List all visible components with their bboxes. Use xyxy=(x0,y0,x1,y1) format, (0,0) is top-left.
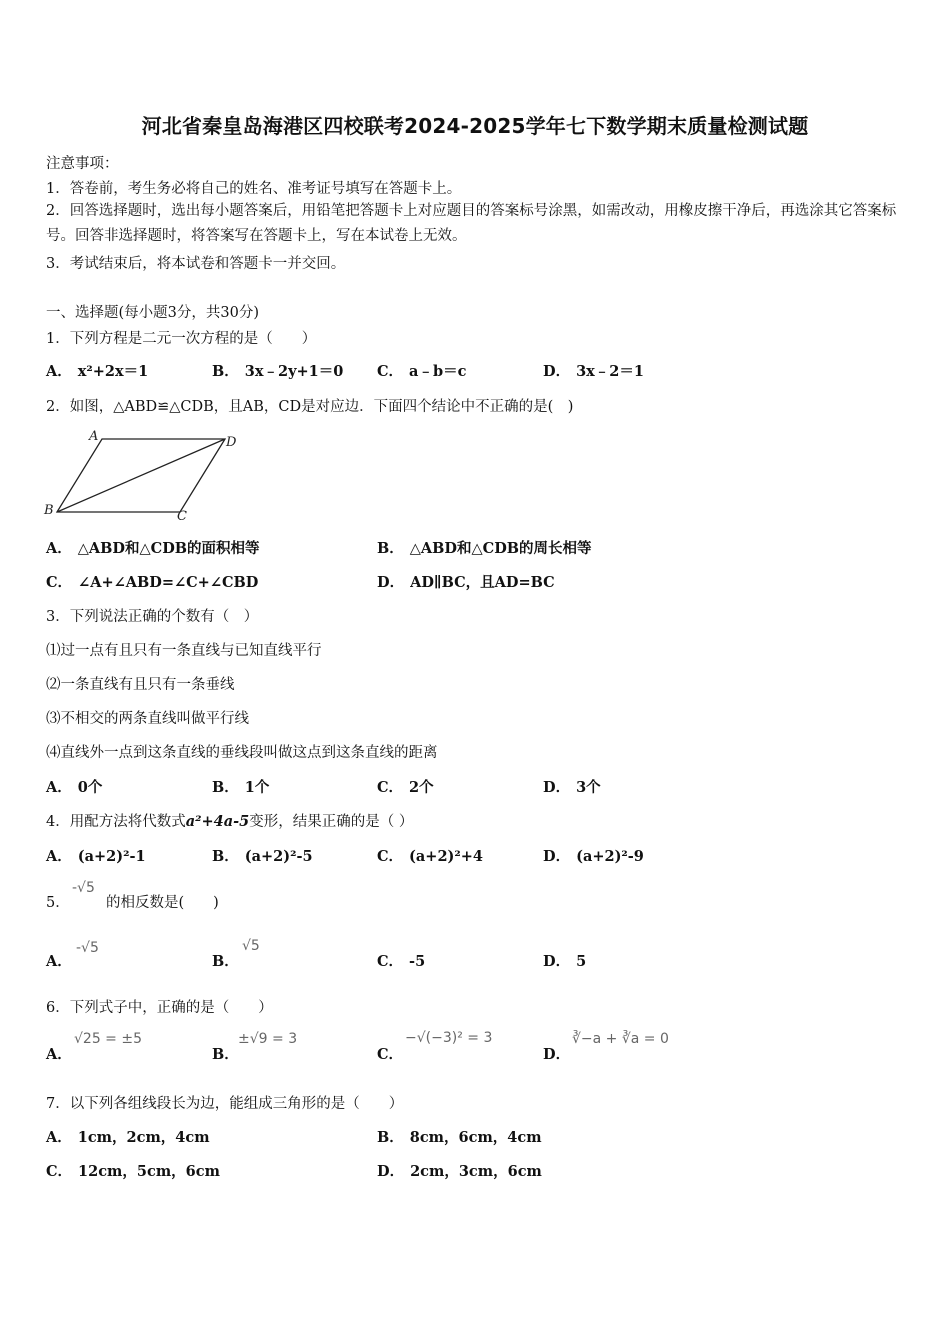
section-heading: 一、选择题(每小题3分，共30分) xyxy=(46,305,259,321)
q5-expression: -√5 xyxy=(72,880,95,896)
q4-option-c[interactable] xyxy=(377,845,483,866)
option-label: D． xyxy=(543,953,571,970)
option-label: A． xyxy=(46,779,72,796)
q3-statement-2: ⑵一条直线有且只有一条垂线 xyxy=(46,677,235,693)
q7-option-d[interactable] xyxy=(377,1160,542,1181)
q4-option-a[interactable] xyxy=(46,845,146,866)
option-label: B． xyxy=(212,363,239,380)
notice-item-2: 2．回答选择题时，选出每小题答案后，用铅笔把答题卡上对应题目的答案标号涂黑，如需改动，用橡皮擦干净后，再选涂其它答案标号。回答非选择题时，将答案写在答题卡上，写在本试卷上无效。 xyxy=(46,203,897,244)
q7-option-b[interactable] xyxy=(377,1126,542,1147)
option-text: 2个 xyxy=(409,779,434,796)
option-text: ∠A+∠ABD=∠C+∠CBD xyxy=(78,574,259,591)
q2-option-b[interactable] xyxy=(377,537,592,558)
option-text: x²+2x＝1 xyxy=(77,363,149,380)
q6-option-a-expr: √25 = ±5 xyxy=(74,1031,143,1047)
q6-option-d-expr: ∛−a + ∛a = 0 xyxy=(572,1031,669,1047)
label-c: C xyxy=(177,509,187,524)
q5-option-a-label[interactable]: A． xyxy=(46,953,72,970)
option-text: 3x﹣2＝1 xyxy=(576,363,644,380)
notice-item-3: 3．考试结束后，将本试卷和答题卡一并交回。 xyxy=(46,256,346,272)
option-text: 8cm，6cm，4cm xyxy=(409,1129,542,1146)
option-text: 3x﹣2y+1＝0 xyxy=(244,363,344,380)
option-text: (a+2)²-1 xyxy=(77,848,146,865)
option-text: 1cm，2cm，4cm xyxy=(77,1129,210,1146)
q4-option-d[interactable] xyxy=(543,845,644,866)
q3-statement-3: ⑶不相交的两条直线叫做平行线 xyxy=(46,711,249,727)
q2-option-d[interactable] xyxy=(377,571,555,592)
option-label: D． xyxy=(377,574,405,591)
q3-statement-1: ⑴过一点有且只有一条直线与已知直线平行 xyxy=(46,643,322,659)
label-d: D xyxy=(226,435,237,450)
option-label: C． xyxy=(46,574,73,591)
q6-option-b-label[interactable]: B． xyxy=(212,1046,239,1063)
option-text: 5 xyxy=(576,953,587,970)
option-label: C． xyxy=(377,953,404,970)
option-label: D． xyxy=(543,363,571,380)
option-label: B． xyxy=(377,1129,404,1146)
q3-option-a[interactable] xyxy=(46,776,102,797)
option-text: 3个 xyxy=(576,779,601,796)
option-label: A． xyxy=(46,540,72,557)
q7-stem: 7．以下列各组线段长为边，能组成三角形的是（ ） xyxy=(46,1096,404,1112)
q5-option-a-expr: -√5 xyxy=(76,940,99,956)
q4-stem-expr: a²+4a-5 xyxy=(185,813,250,830)
q5-number: 5． xyxy=(46,895,70,911)
q4-stem-pre: 4．用配方法将代数式 xyxy=(46,814,186,830)
option-text: △ABD和△CDB的周长相等 xyxy=(409,540,592,557)
q6-option-a-label[interactable]: A． xyxy=(46,1046,72,1063)
q5-option-b-expr: √5 xyxy=(242,938,260,954)
option-text: (a+2)²-9 xyxy=(576,848,644,865)
option-label: D． xyxy=(543,779,571,796)
q5-stem-post: 的相反数是( ) xyxy=(106,895,219,911)
q1-stem: 1．下列方程是二元一次方程的是（ ） xyxy=(46,331,317,347)
option-text: 1个 xyxy=(244,779,270,796)
q2-parallelogram-figure xyxy=(40,424,250,524)
option-text: (a+2)²+4 xyxy=(409,848,483,865)
page-title: 河北省秦皇岛海港区四校联考2024-2025学年七下数学期末质量检测试题 xyxy=(141,114,809,138)
option-text: AD∥BC，且AD=BC xyxy=(410,574,555,591)
option-label: B． xyxy=(377,540,404,557)
q3-option-d[interactable] xyxy=(543,776,601,797)
option-label: C． xyxy=(377,848,404,865)
q4-option-b[interactable] xyxy=(212,845,313,866)
q6-option-c-expr: −√(−3)² = 3 xyxy=(405,1030,493,1046)
option-label: C． xyxy=(377,779,404,796)
q3-option-c[interactable] xyxy=(377,776,434,797)
q1-option-d[interactable] xyxy=(543,360,644,381)
notice-heading: 注意事项： xyxy=(46,156,119,172)
label-a: A xyxy=(89,429,99,444)
option-text: 0个 xyxy=(77,779,103,796)
option-label: D． xyxy=(377,1163,405,1180)
option-text: △ABD和△CDB的面积相等 xyxy=(77,540,260,557)
q5-option-d[interactable] xyxy=(543,950,586,971)
q7-option-c[interactable] xyxy=(46,1160,220,1181)
option-text: 2cm，3cm，6cm xyxy=(410,1163,542,1180)
q3-statement-4: ⑷直线外一点到这条直线的垂线段叫做这点到这条直线的距离 xyxy=(46,745,438,761)
option-label: A． xyxy=(46,1129,72,1146)
option-text: (a+2)²-5 xyxy=(244,848,313,865)
q4-stem-post: 变形，结果正确的是（ ） xyxy=(249,814,414,830)
option-label: C． xyxy=(377,363,404,380)
q2-option-a[interactable] xyxy=(46,537,260,558)
q1-option-b[interactable] xyxy=(212,360,343,381)
q6-option-b-expr: ±√9 = 3 xyxy=(238,1031,298,1047)
q3-stem: 3．下列说法正确的个数有（ ） xyxy=(46,609,259,625)
option-text: 12cm，5cm，6cm xyxy=(78,1163,220,1180)
option-text: a﹣b＝c xyxy=(409,363,467,380)
q6-option-d-label[interactable]: D． xyxy=(543,1046,571,1063)
q5-option-c[interactable] xyxy=(377,950,425,971)
q6-stem: 6．下列式子中，正确的是（ ） xyxy=(46,1000,273,1016)
q5-option-b-label[interactable]: B． xyxy=(212,953,239,970)
label-b: B xyxy=(44,503,54,518)
q2-option-c[interactable] xyxy=(46,571,258,592)
option-label: D． xyxy=(543,848,571,865)
q4-stem xyxy=(46,810,413,831)
diagonal-bd xyxy=(57,439,225,512)
q7-option-a[interactable] xyxy=(46,1126,210,1147)
option-label: C． xyxy=(46,1163,73,1180)
notice-item-1: 1．答卷前，考生务必将自己的姓名、准考证号填写在答题卡上。 xyxy=(46,181,462,197)
q6-option-c-label[interactable]: C． xyxy=(377,1046,404,1063)
option-text: -5 xyxy=(409,953,426,970)
q1-option-c[interactable] xyxy=(377,360,466,381)
option-label: A． xyxy=(46,848,72,865)
option-label: B． xyxy=(212,848,239,865)
option-label: B． xyxy=(212,779,239,796)
q2-stem: 2．如图，△ABD≌△CDB，且AB，CD是对应边．下面四个结论中不正确的是( ) xyxy=(46,399,574,415)
q1-option-a[interactable] xyxy=(46,360,148,381)
q3-option-b[interactable] xyxy=(212,776,269,797)
option-label: A． xyxy=(46,363,72,380)
